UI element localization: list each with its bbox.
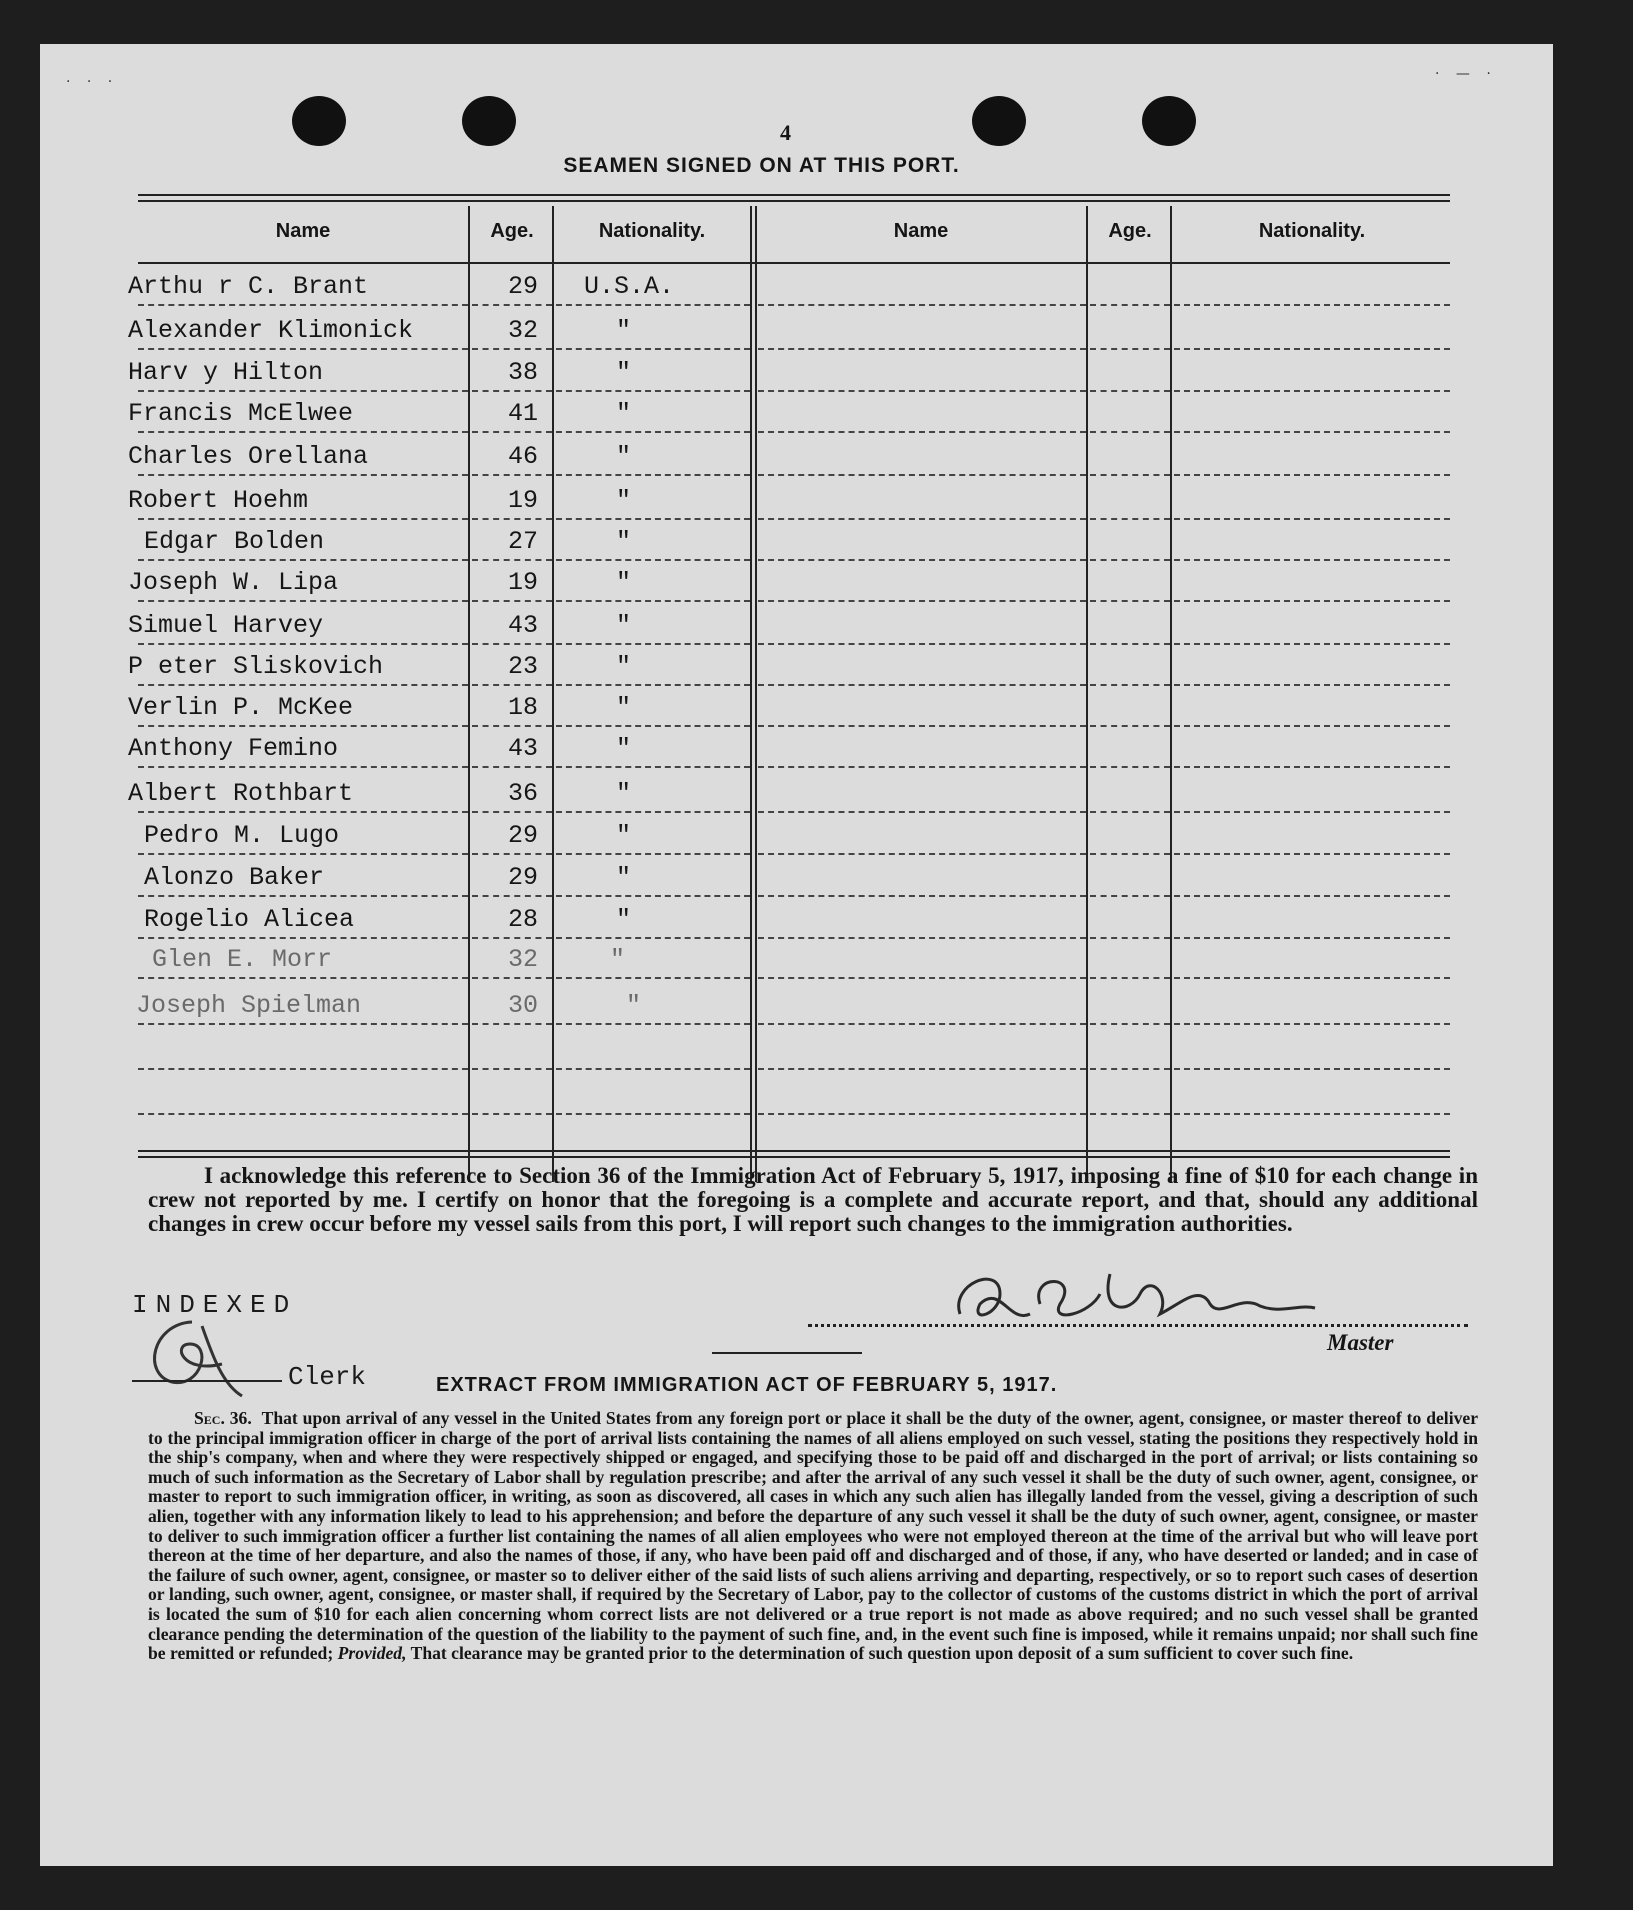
master-signature bbox=[940, 1244, 1320, 1354]
row-rule bbox=[138, 431, 468, 433]
header-nationality-right: Nationality. bbox=[1258, 220, 1366, 242]
crew-nationality: " bbox=[616, 693, 632, 722]
row-rule bbox=[472, 766, 552, 768]
top-rule bbox=[138, 194, 1450, 196]
section-label: Sec. 36. bbox=[194, 1408, 252, 1428]
crew-name: Arthu r C. Brant bbox=[128, 272, 369, 301]
row-rule bbox=[1174, 1023, 1450, 1025]
row-rule bbox=[472, 853, 552, 855]
crew-name: Joseph Spielman bbox=[136, 991, 362, 1020]
crew-name: Anthony Femino bbox=[128, 734, 339, 763]
document-page bbox=[40, 44, 1553, 1866]
row-rule bbox=[1174, 895, 1450, 897]
row-rule bbox=[472, 474, 552, 476]
row-rule bbox=[1090, 811, 1170, 813]
crew-name: Robert Hoehm bbox=[128, 486, 309, 515]
crew-age: 28 bbox=[508, 905, 539, 934]
crew-age: 19 bbox=[508, 568, 539, 597]
extract-title: EXTRACT FROM IMMIGRATION ACT OF FEBRUARY 5, 1917. bbox=[436, 1374, 1058, 1396]
crew-age: 32 bbox=[508, 945, 539, 974]
indexed-stamp: INDEXED bbox=[132, 1290, 298, 1320]
row-rule bbox=[138, 811, 468, 813]
row-rule bbox=[472, 304, 552, 306]
row-rule bbox=[758, 725, 1086, 727]
row-rule bbox=[1090, 853, 1170, 855]
crew-name: Alonzo Baker bbox=[144, 863, 325, 892]
row-rule bbox=[472, 1068, 552, 1070]
row-rule bbox=[1090, 1113, 1170, 1115]
row-rule bbox=[138, 1113, 468, 1115]
proviso-word: Provided, bbox=[337, 1643, 407, 1664]
crew-nationality: " bbox=[616, 399, 632, 428]
column-divider-double bbox=[750, 206, 752, 1182]
row-rule bbox=[138, 390, 468, 392]
row-rule bbox=[1090, 895, 1170, 897]
header-nationality-left: Nationality. bbox=[598, 220, 706, 242]
crew-age: 23 bbox=[508, 652, 539, 681]
row-rule bbox=[556, 977, 750, 979]
row-rule bbox=[138, 895, 468, 897]
column-divider bbox=[1170, 206, 1172, 1182]
row-rule bbox=[1174, 853, 1450, 855]
crew-nationality: " bbox=[616, 568, 632, 597]
row-rule bbox=[758, 518, 1086, 520]
row-rule bbox=[758, 474, 1086, 476]
bottom-rule bbox=[138, 1150, 1450, 1152]
clerk-label: Clerk bbox=[288, 1362, 367, 1392]
crew-nationality: " bbox=[616, 779, 632, 808]
crew-age: 36 bbox=[508, 779, 539, 808]
row-rule bbox=[1090, 937, 1170, 939]
row-rule bbox=[138, 643, 468, 645]
row-rule bbox=[758, 643, 1086, 645]
row-rule bbox=[472, 518, 552, 520]
row-rule bbox=[1174, 431, 1450, 433]
crew-name: Joseph W. Lipa bbox=[128, 568, 339, 597]
crew-name: Alexander Klimonick bbox=[128, 316, 414, 345]
column-divider bbox=[468, 206, 470, 1182]
row-rule bbox=[758, 600, 1086, 602]
crew-age: 46 bbox=[508, 442, 539, 471]
crew-age: 41 bbox=[508, 399, 539, 428]
row-rule bbox=[556, 348, 750, 350]
crew-nationality: " bbox=[610, 945, 626, 974]
crew-age: 43 bbox=[508, 611, 539, 640]
crew-nationality: " bbox=[616, 821, 632, 850]
row-rule bbox=[758, 559, 1086, 561]
row-rule bbox=[1090, 559, 1170, 561]
row-rule bbox=[1174, 518, 1450, 520]
row-rule bbox=[758, 1068, 1086, 1070]
header-age-left: Age. bbox=[490, 220, 534, 242]
statute-body-end: That clearance may be granted prior to the determination of such question upon deposit of a sum sufficient to cover such fine. bbox=[410, 1643, 1354, 1664]
row-rule bbox=[556, 811, 750, 813]
row-rule bbox=[758, 1113, 1086, 1115]
header-name-left: Name bbox=[275, 220, 331, 242]
crew-age: 18 bbox=[508, 693, 539, 722]
header-rule bbox=[138, 262, 1450, 264]
crew-age: 43 bbox=[508, 734, 539, 763]
header-age-right: Age. bbox=[1108, 220, 1152, 242]
row-rule bbox=[138, 853, 468, 855]
crew-nationality: " bbox=[616, 652, 632, 681]
crew-nationality: " bbox=[616, 527, 632, 556]
row-rule bbox=[758, 390, 1086, 392]
acknowledgment-text: I acknowledge this reference to Section 36 of the Immigration Act of February 5, 1917, imposing a fine of $10 for each change in crew not reported by me. I certify on honor that the foregoing is a complete and accurate report, and that, should any additional changes in crew occur before my vessel sails from this port, I will report such changes to the immigration authorities. bbox=[148, 1163, 1478, 1236]
crew-nationality: " bbox=[616, 442, 632, 471]
column-divider bbox=[552, 206, 554, 1182]
crew-age: 27 bbox=[508, 527, 539, 556]
row-rule bbox=[758, 766, 1086, 768]
row-rule bbox=[556, 600, 750, 602]
crew-age: 30 bbox=[508, 991, 539, 1020]
row-rule bbox=[1090, 725, 1170, 727]
crew-nationality: " bbox=[616, 358, 632, 387]
row-rule bbox=[1090, 390, 1170, 392]
row-rule bbox=[556, 684, 750, 686]
crew-nationality: " bbox=[616, 486, 632, 515]
row-rule bbox=[556, 766, 750, 768]
row-rule bbox=[138, 600, 468, 602]
row-rule bbox=[472, 390, 552, 392]
row-rule bbox=[138, 518, 468, 520]
row-rule bbox=[472, 559, 552, 561]
row-rule bbox=[556, 1113, 750, 1115]
row-rule bbox=[138, 1023, 468, 1025]
row-rule bbox=[138, 1068, 468, 1070]
clerk-signature-line bbox=[132, 1380, 282, 1382]
row-rule bbox=[1174, 766, 1450, 768]
crew-age: 29 bbox=[508, 821, 539, 850]
row-rule bbox=[1090, 348, 1170, 350]
crew-age: 19 bbox=[508, 486, 539, 515]
row-rule bbox=[556, 725, 750, 727]
row-rule bbox=[138, 766, 468, 768]
row-rule bbox=[472, 431, 552, 433]
row-rule bbox=[1174, 811, 1450, 813]
crew-name: Pedro M. Lugo bbox=[144, 821, 340, 850]
row-rule bbox=[1174, 600, 1450, 602]
crew-name: P eter Sliskovich bbox=[128, 652, 384, 681]
paper-specks: · — · bbox=[1435, 66, 1497, 82]
punch-hole bbox=[1142, 96, 1196, 146]
row-rule bbox=[1090, 304, 1170, 306]
crew-name: Simuel Harvey bbox=[128, 611, 324, 640]
crew-nationality: " bbox=[616, 905, 632, 934]
page-title: SEAMEN SIGNED ON AT THIS PORT. bbox=[563, 154, 960, 177]
row-rule bbox=[556, 1023, 750, 1025]
statute-body: That upon arrival of any vessel in the United States from any foreign port or place it shall be the duty of the owner, agent, consignee, or master thereof to deliver to the principal immigration officer in charge of the port of arrival lists containing the names of all aliens employed on such vessel, stating the positions they respectively hold in the ship's company, when and where they were respectively shipped or engaged, and specifying those to be paid off and discharged in the port of arrival; or lists containing so much of such information as the Secretary of Labor shall by regulation prescribe; and after the arrival of any such vessel it shall be the duty of such owner, agent, consignee, or master to report to such immigration officer, in writing, as soon as discovered, all cases in which any such alien has illegally landed from the vessel, giving a description of such alien, together with any information likely to lead to his apprehension; and before the departure of any such vessel it shall be the duty of such owner, agent, consignee, or master to deliver to such immigration officer a further list containing the names of all alien employees who were not employed thereon at the time of the arrival but who will leave port thereon at the time of her departure, and also the names of those, if any, who have been paid off and discharged and of those, if any, who have deserted or landed; and in case of the failure of such owner, agent, consignee, or master so to deliver either of the said lists of such aliens arriving and departing, respectively, or so to report such cases of desertion or landing, such owner, agent, consignee, or master shall, if required by the Secretary of Labor, pay to the collector of customs of the customs district in which the port of arrival is located the sum of $10 for each alien concerning whom correct lists are not delivered or a true report is not made as above required; and no such vessel shall be granted clearance pending the determination of the question of the liability to the payment of such fine, and, in the event such fine is imposed, while it remains unpaid; nor shall such fine be remitted or refunded; bbox=[148, 1408, 1478, 1664]
crew-age: 29 bbox=[508, 863, 539, 892]
row-rule bbox=[1174, 559, 1450, 561]
row-rule bbox=[138, 977, 468, 979]
bottom-rule bbox=[138, 1156, 1450, 1158]
row-rule bbox=[1090, 431, 1170, 433]
row-rule bbox=[556, 431, 750, 433]
row-rule bbox=[472, 977, 552, 979]
crew-name: Edgar Bolden bbox=[144, 527, 325, 556]
crew-name: Francis McElwee bbox=[128, 399, 354, 428]
row-rule bbox=[556, 643, 750, 645]
crew-nationality: " bbox=[626, 991, 642, 1020]
row-rule bbox=[758, 895, 1086, 897]
row-rule bbox=[472, 811, 552, 813]
column-divider bbox=[1086, 206, 1088, 1182]
row-rule bbox=[758, 304, 1086, 306]
row-rule bbox=[1174, 474, 1450, 476]
row-rule bbox=[1090, 684, 1170, 686]
crew-name: Harv y Hilton bbox=[128, 358, 324, 387]
row-rule bbox=[758, 348, 1086, 350]
row-rule bbox=[1090, 600, 1170, 602]
row-rule bbox=[1174, 1113, 1450, 1115]
row-rule bbox=[138, 684, 468, 686]
row-rule bbox=[1174, 977, 1450, 979]
row-rule bbox=[1174, 643, 1450, 645]
row-rule bbox=[472, 600, 552, 602]
crew-nationality: U.S.A. bbox=[584, 272, 675, 301]
row-rule bbox=[758, 1023, 1086, 1025]
row-rule bbox=[1174, 1068, 1450, 1070]
paper-specks: · · · bbox=[66, 74, 119, 90]
row-rule bbox=[1174, 684, 1450, 686]
crew-age: 32 bbox=[508, 316, 539, 345]
extract-divider bbox=[712, 1352, 862, 1354]
row-rule bbox=[472, 937, 552, 939]
row-rule bbox=[1174, 304, 1450, 306]
statute-text bbox=[148, 1409, 1478, 1664]
row-rule bbox=[472, 1023, 552, 1025]
row-rule bbox=[1174, 390, 1450, 392]
row-rule bbox=[472, 348, 552, 350]
row-rule bbox=[1090, 474, 1170, 476]
row-rule bbox=[1174, 725, 1450, 727]
row-rule bbox=[556, 853, 750, 855]
crew-nationality: " bbox=[616, 734, 632, 763]
row-rule bbox=[472, 1113, 552, 1115]
column-divider-double bbox=[755, 206, 757, 1182]
row-rule bbox=[556, 895, 750, 897]
signature-line bbox=[808, 1324, 1468, 1327]
crew-name: Albert Rothbart bbox=[128, 779, 354, 808]
header-name-right: Name bbox=[893, 220, 949, 242]
row-rule bbox=[758, 853, 1086, 855]
crew-name: Glen E. Morr bbox=[152, 945, 333, 974]
row-rule bbox=[1090, 1068, 1170, 1070]
row-rule bbox=[1174, 348, 1450, 350]
row-rule bbox=[758, 431, 1086, 433]
punch-hole bbox=[462, 96, 516, 146]
row-rule bbox=[472, 895, 552, 897]
clerk-initials-icon bbox=[132, 1314, 282, 1404]
row-rule bbox=[556, 390, 750, 392]
punch-hole bbox=[292, 96, 346, 146]
row-rule bbox=[472, 684, 552, 686]
row-rule bbox=[138, 559, 468, 561]
crew-name: Rogelio Alicea bbox=[144, 905, 355, 934]
row-rule bbox=[758, 977, 1086, 979]
row-rule bbox=[1090, 518, 1170, 520]
acknowledgment-statement bbox=[148, 1164, 1478, 1236]
crew-nationality: " bbox=[616, 316, 632, 345]
row-rule bbox=[1090, 766, 1170, 768]
crew-nationality: " bbox=[616, 611, 632, 640]
row-rule bbox=[1174, 937, 1450, 939]
page-number: 4 bbox=[780, 120, 791, 145]
row-rule bbox=[138, 474, 468, 476]
master-label: Master bbox=[1327, 1330, 1394, 1355]
top-rule bbox=[138, 200, 1450, 202]
crew-name: Charles Orellana bbox=[128, 442, 369, 471]
row-rule bbox=[472, 643, 552, 645]
row-rule bbox=[1090, 977, 1170, 979]
row-rule bbox=[758, 811, 1086, 813]
row-rule bbox=[138, 304, 468, 306]
crew-age: 38 bbox=[508, 358, 539, 387]
row-rule bbox=[138, 348, 468, 350]
row-rule bbox=[556, 937, 750, 939]
row-rule bbox=[1090, 1023, 1170, 1025]
row-rule bbox=[556, 1068, 750, 1070]
row-rule bbox=[472, 725, 552, 727]
row-rule bbox=[556, 474, 750, 476]
row-rule bbox=[138, 725, 468, 727]
row-rule bbox=[758, 937, 1086, 939]
row-rule bbox=[1090, 643, 1170, 645]
punch-hole bbox=[972, 96, 1026, 146]
crew-name: Verlin P. McKee bbox=[128, 693, 354, 722]
row-rule bbox=[556, 518, 750, 520]
row-rule bbox=[758, 684, 1086, 686]
row-rule bbox=[556, 559, 750, 561]
crew-age: 29 bbox=[508, 272, 539, 301]
row-rule bbox=[556, 304, 750, 306]
crew-nationality: " bbox=[616, 863, 632, 892]
row-rule bbox=[138, 937, 468, 939]
